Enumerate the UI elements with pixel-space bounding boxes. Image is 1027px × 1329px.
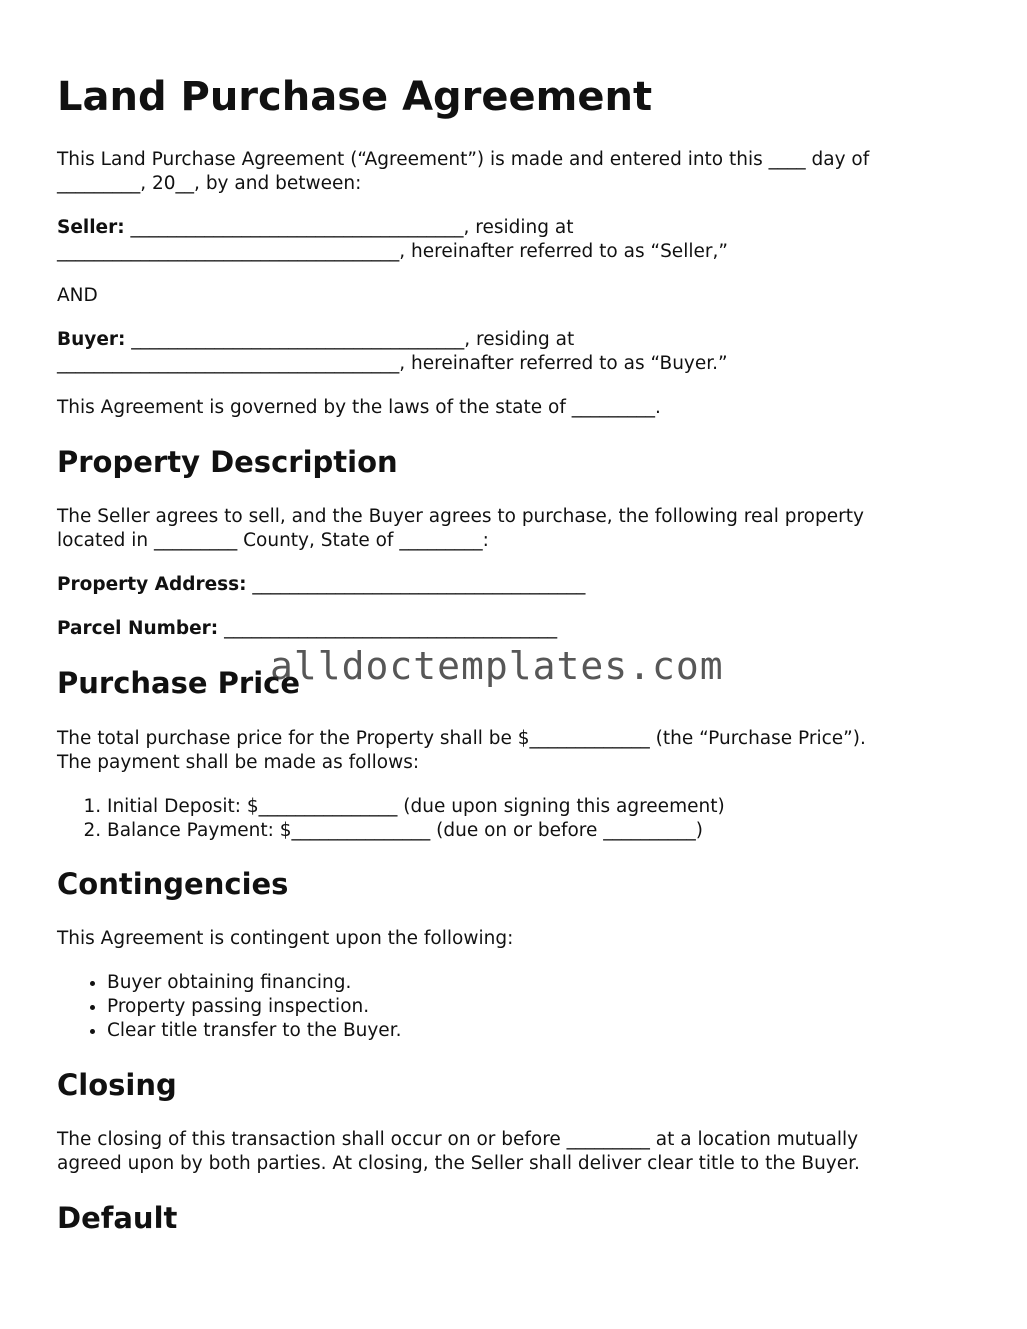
purchase-price-heading: Purchase Price [57,666,300,700]
property-line-1: The Seller agrees to sell, and the Buyer agrees to purchase, the following real property [57,506,864,527]
contingency-item-inspection: • Property passing inspection. [107,995,967,1019]
buyer-paragraph [57,328,962,376]
contingency-item-financing: • Buyer obtaining financing. [107,971,967,995]
seller-paragraph [57,216,962,264]
contingencies-heading: Contingencies [57,867,289,901]
buyer-name-blank: ____________________________________, residing at [125,329,575,350]
property-address-field [57,573,962,597]
intro-paragraph [57,148,962,196]
purchase-price-line-2: The payment shall be made as follows: [57,752,420,773]
payment-item-balance: 2. Balance Payment: $_______________ (due on or before __________) [107,819,967,843]
purchase-price-paragraph [57,727,962,775]
property-description-heading: Property Description [57,445,398,479]
parcel-number-blank: ____________________________________ [218,618,558,639]
property-address-blank: ____________________________________ [246,574,586,595]
default-heading: Default [57,1201,178,1235]
intro-line-2: _________, 20__, by and between: [57,173,362,194]
and-text: AND [57,285,98,306]
closing-line-2: agreed upon by both parties. At closing, the Seller shall deliver clear title to the Buyer. [57,1153,860,1174]
seller-name-blank: ____________________________________, residing at [124,217,574,238]
closing-line-1: The closing of this transaction shall occur on or before _________ at a location mutually [57,1129,859,1150]
closing-heading: Closing [57,1068,177,1102]
parcel-number-field [57,617,962,641]
closing-paragraph [57,1128,962,1176]
parcel-number-label: Parcel Number: [57,618,219,639]
contingencies-list [57,971,967,1043]
intro-line-1: This Land Purchase Agreement (“Agreement”) is made and entered into this ____ day of [57,149,870,170]
watermark-text: alldoctemplates.com [270,644,724,688]
payment-item-initial-deposit: 1. Initial Deposit: $_______________ (due upon signing this agreement) [107,795,967,819]
property-line-2: located in _________ County, State of _________: [57,530,489,551]
governing-law-paragraph: This Agreement is governed by the laws of the state of _________. [57,397,661,418]
document-title: Land Purchase Agreement [57,74,653,120]
payment-list [57,795,967,843]
contingency-item-title: • Clear title transfer to the Buyer. [107,1019,967,1043]
property-address-label: Property Address: [57,574,247,595]
buyer-label: Buyer: [57,329,126,350]
property-description-paragraph [57,505,962,553]
buyer-address-blank: _____________________________________, hereinafter referred to as “Buyer.” [57,353,728,374]
seller-label: Seller: [57,217,125,238]
seller-address-blank: _____________________________________, hereinafter referred to as “Seller,” [57,241,728,262]
purchase-price-line-1: The total purchase price for the Property shall be $_____________ (the “Purchase Price”). [57,728,866,749]
contingencies-intro: This Agreement is contingent upon the following: [57,928,514,949]
